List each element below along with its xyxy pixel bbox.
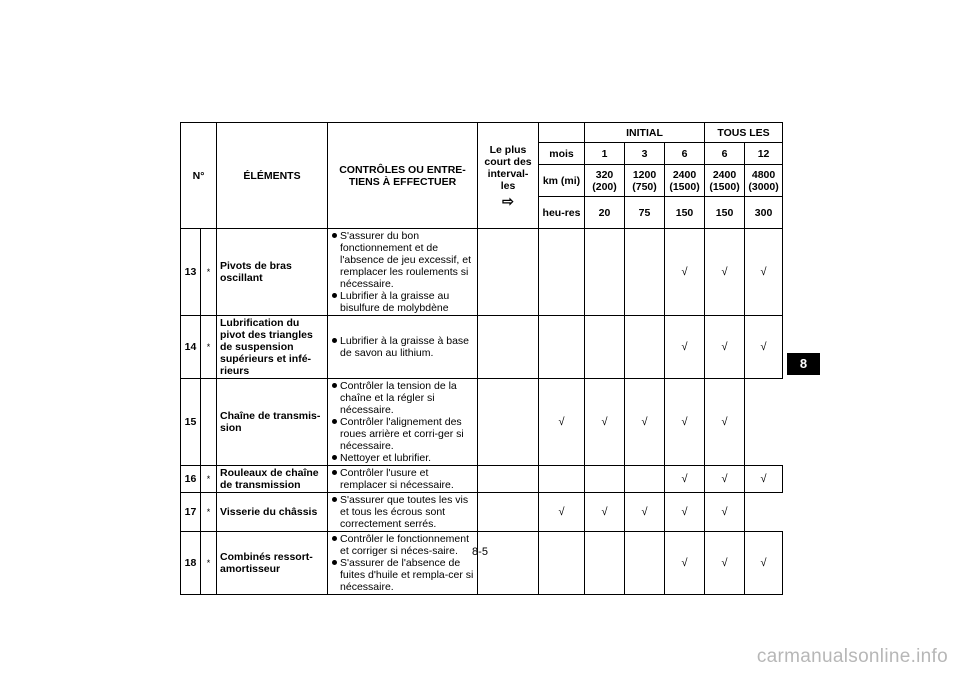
tick-cell — [478, 466, 539, 493]
operation-item: S'assurer de l'absence de fuites d'huile et rempla-cer si nécessaire. — [331, 557, 474, 593]
tick-cell — [478, 379, 539, 466]
hours-5: 300 — [745, 197, 783, 229]
check-mark: √ — [705, 379, 745, 466]
check-mark: √ — [665, 316, 705, 379]
months-5: 12 — [745, 143, 783, 165]
hours-4: 150 — [705, 197, 745, 229]
tick-cell — [585, 316, 625, 379]
check-mark: √ — [705, 229, 745, 316]
check-mark: √ — [705, 466, 745, 493]
km-4: 2400 (1500) — [705, 165, 745, 197]
hours-3: 150 — [665, 197, 705, 229]
table-row — [181, 466, 783, 493]
check-mark: √ — [585, 379, 625, 466]
operation-item: Contrôler la tension de la chaîne et la régler si nécessaire. — [331, 380, 474, 416]
operation-item: S'assurer que toutes les vis et tous les écrous sont correctement serrés. — [331, 494, 474, 530]
tick-cell — [539, 316, 585, 379]
row-element: Rouleaux de chaîne de transmission — [217, 466, 328, 493]
row-element: Combinés ressort-amortisseur — [217, 532, 328, 595]
km-2: 1200 (750) — [625, 165, 665, 197]
row-star: * — [201, 493, 217, 532]
table-row — [181, 229, 783, 316]
row-operations — [328, 379, 478, 466]
months-label: mois — [539, 143, 585, 165]
hours-label: heu-res — [539, 197, 585, 229]
tick-cell — [585, 466, 625, 493]
check-mark: √ — [665, 493, 705, 532]
header-shortest-interval — [478, 123, 539, 229]
check-mark: √ — [665, 532, 705, 595]
tick-cell — [625, 316, 665, 379]
check-mark: √ — [539, 379, 585, 466]
row-number: 15 — [181, 379, 201, 466]
hollow-right-arrow-icon: ⇨ — [502, 193, 514, 209]
row-operations — [328, 466, 478, 493]
chapter-tab: 8 — [787, 353, 820, 375]
header-no: N° — [181, 123, 217, 229]
row-number: 17 — [181, 493, 201, 532]
table-row — [181, 379, 783, 466]
header-checks: CONTRÔLES OU ENTRE-TIENS À EFFECTUER — [328, 123, 478, 229]
row-star: * — [201, 229, 217, 316]
header-blank — [539, 123, 585, 143]
table-row — [181, 532, 783, 595]
page-number: 8-5 — [472, 546, 488, 558]
table-row — [181, 316, 783, 379]
header-shortest-text: Le plus court des interval-les — [484, 144, 532, 192]
row-operations — [328, 532, 478, 595]
row-element: Pivots de bras oscillant — [217, 229, 328, 316]
km-5: 4800 (3000) — [745, 165, 783, 197]
maintenance-table — [180, 122, 783, 595]
tick-cell — [539, 466, 585, 493]
check-mark: √ — [705, 316, 745, 379]
header-elements: ÉLÉMENTS — [217, 123, 328, 229]
tick-cell — [478, 316, 539, 379]
tick-cell — [585, 532, 625, 595]
row-star: * — [201, 316, 217, 379]
check-mark: √ — [745, 466, 783, 493]
check-mark: √ — [665, 229, 705, 316]
row-operations — [328, 316, 478, 379]
row-number: 13 — [181, 229, 201, 316]
row-number: 16 — [181, 466, 201, 493]
row-element: Chaîne de transmis-sion — [217, 379, 328, 466]
months-1: 1 — [585, 143, 625, 165]
operation-item: Contrôler l'usure et remplacer si nécessaire. — [331, 467, 474, 491]
months-3: 6 — [665, 143, 705, 165]
check-mark: √ — [705, 493, 745, 532]
operation-item: Lubrifier à la graisse au bisulfure de molybdène — [331, 290, 474, 314]
check-mark: √ — [539, 493, 585, 532]
check-mark: √ — [665, 379, 705, 466]
km-3: 2400 (1500) — [665, 165, 705, 197]
tick-cell — [478, 493, 539, 532]
row-operations — [328, 493, 478, 532]
row-star — [201, 379, 217, 466]
row-star: * — [201, 532, 217, 595]
check-mark: √ — [585, 493, 625, 532]
operation-item: Contrôler l'alignement des roues arrière et corri-ger si nécessaire. — [331, 416, 474, 452]
header-initial: INITIAL — [585, 123, 705, 143]
row-operations — [328, 229, 478, 316]
tick-cell — [539, 229, 585, 316]
km-1: 320 (200) — [585, 165, 625, 197]
tick-cell — [478, 229, 539, 316]
hours-2: 75 — [625, 197, 665, 229]
tick-cell — [625, 466, 665, 493]
check-mark: √ — [745, 229, 783, 316]
tick-cell — [585, 229, 625, 316]
tick-cell — [539, 532, 585, 595]
hours-1: 20 — [585, 197, 625, 229]
table-row — [181, 493, 783, 532]
check-mark: √ — [745, 532, 783, 595]
operation-item: Lubrifier à la graisse à base de savon au lithium. — [331, 335, 474, 359]
tick-cell — [478, 532, 539, 595]
check-mark: √ — [705, 532, 745, 595]
check-mark: √ — [625, 379, 665, 466]
row-number: 14 — [181, 316, 201, 379]
operation-item: Nettoyer et lubrifier. — [331, 452, 474, 464]
tick-cell — [625, 229, 665, 316]
header-every: TOUS LES — [705, 123, 783, 143]
months-4: 6 — [705, 143, 745, 165]
watermark: carmanualsonline.info — [756, 646, 948, 667]
km-label: km (mi) — [539, 165, 585, 197]
tick-cell — [625, 532, 665, 595]
check-mark: √ — [665, 466, 705, 493]
operation-item: Contrôler le fonctionnement et corriger si néces-saire. — [331, 533, 474, 557]
months-2: 3 — [625, 143, 665, 165]
row-element: Visserie du châssis — [217, 493, 328, 532]
operation-item: S'assurer du bon fonctionnement et de l'absence de jeu excessif, et remplacer les roulements si nécessaire. — [331, 230, 474, 290]
row-star: * — [201, 466, 217, 493]
check-mark: √ — [625, 493, 665, 532]
row-element: Lubrification du pivot des triangles de suspension supérieurs et infé-rieurs — [217, 316, 328, 379]
check-mark: √ — [745, 316, 783, 379]
row-number: 18 — [181, 532, 201, 595]
